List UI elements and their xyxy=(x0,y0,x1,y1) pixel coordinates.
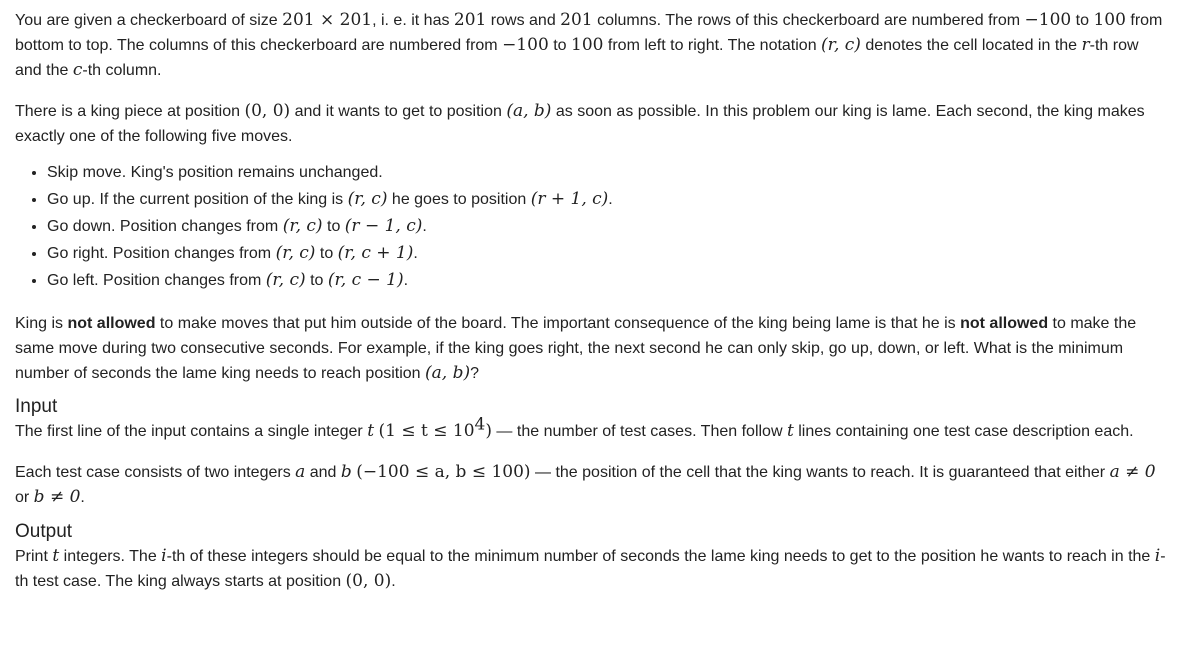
text: ? xyxy=(470,365,480,382)
move-left xyxy=(47,267,1168,294)
math: t xyxy=(52,546,60,566)
bold-text: not allowed xyxy=(960,315,1049,332)
text: rows and xyxy=(486,12,561,29)
math: a xyxy=(295,462,306,482)
text: -th column. xyxy=(82,62,162,79)
math: (1 ≤ t ≤ 10 xyxy=(378,421,475,441)
moves-list xyxy=(15,160,1168,294)
math: 100 xyxy=(571,35,604,55)
math: (r + 1, c) xyxy=(530,189,609,209)
math: (r, c) xyxy=(282,216,323,236)
text: to xyxy=(1071,12,1094,29)
text: integers. The xyxy=(59,548,162,565)
text: to make the same move during two consecutive seconds. For example, if the king goes right, the next second he can only skip, go up, down, or left. What is the minimum number of seconds the lame king needs to reach position xyxy=(15,315,1137,382)
paragraph-king xyxy=(15,99,1168,149)
text: , i. e. it has xyxy=(372,12,454,29)
text: — the position of the cell that the king wants to reach. It is guaranteed that either xyxy=(530,464,1110,481)
paragraph-board xyxy=(15,8,1168,83)
text: to xyxy=(548,37,571,54)
text: You are given a checkerboard of size xyxy=(15,12,283,29)
text: he goes to position xyxy=(387,191,531,208)
text: and xyxy=(305,464,341,481)
math: −100 xyxy=(502,35,549,55)
math: (r, c + 1) xyxy=(337,243,414,263)
math: c xyxy=(72,60,83,80)
text: from left to right. The notation xyxy=(603,37,822,54)
math: t xyxy=(786,421,794,441)
text: Go right. Position changes from xyxy=(47,245,276,262)
text: The first line of the input contains a single integer xyxy=(15,423,368,440)
move-skip xyxy=(47,160,1168,186)
text: Skip move. King's position remains unchanged. xyxy=(47,164,383,181)
math-superscript: 4 xyxy=(474,414,486,435)
text: and it wants to get to position xyxy=(290,103,507,120)
math: (0, 0) xyxy=(244,101,291,121)
text: denotes the cell located in the xyxy=(860,37,1082,54)
move-up xyxy=(47,186,1168,213)
text: . xyxy=(422,218,427,235)
math: (r, c) xyxy=(821,35,861,55)
math: 100 xyxy=(1093,10,1126,30)
math: 201 xyxy=(560,10,593,30)
math: 201 × 201 xyxy=(282,10,373,30)
text: Go up. If the current position of the king is xyxy=(47,191,348,208)
bold-text: not allowed xyxy=(67,315,156,332)
text: to xyxy=(305,272,328,289)
text: King is xyxy=(15,315,68,332)
math: (r, c) xyxy=(275,243,316,263)
paragraph-constraints xyxy=(15,311,1168,386)
text: as soon as possible. In this problem our king is lame. Each second, the king makes exactly one of the following five moves. xyxy=(15,103,1145,145)
text: Go down. Position changes from xyxy=(47,218,283,235)
math: t xyxy=(367,421,375,441)
input-paragraph-2 xyxy=(15,460,1168,510)
math: i xyxy=(1154,546,1161,566)
text: to xyxy=(322,218,345,235)
text: from bottom to top. The columns of this checkerboard are numbered from xyxy=(15,12,1163,54)
text: columns. The rows of this checkerboard are numbered from xyxy=(592,12,1025,29)
math: (a, b) xyxy=(506,101,552,121)
math: (r, c) xyxy=(265,270,306,290)
text: -th row and the xyxy=(15,37,1139,79)
text: . xyxy=(403,272,409,289)
text: to xyxy=(315,245,338,262)
text: . xyxy=(391,573,396,590)
text: . xyxy=(413,245,418,262)
move-down xyxy=(47,213,1168,240)
math: (r − 1, c) xyxy=(344,216,423,236)
text: -th of these integers should be equal to the minimum number of seconds the lame king needs to get to the position he wants to reach in the xyxy=(166,548,1155,565)
text: There is a king piece at position xyxy=(15,103,245,120)
text: Print xyxy=(15,548,53,565)
math: b xyxy=(340,462,352,482)
math: ) xyxy=(485,421,492,441)
math: b ≠ 0 xyxy=(33,487,81,507)
math: (r, c) xyxy=(347,189,388,209)
text: . xyxy=(608,191,613,208)
text: to make moves that put him outside of the board. The important consequence of the king being lame is that he is xyxy=(155,315,961,332)
input-paragraph-1 xyxy=(15,414,1168,444)
text: or xyxy=(15,489,34,506)
text: . xyxy=(80,489,85,506)
output-paragraph xyxy=(15,544,1168,594)
math: i xyxy=(161,546,167,566)
math: r xyxy=(1081,35,1090,55)
input-heading: Input xyxy=(15,396,58,417)
text: — the number of test cases. Then follow xyxy=(491,423,787,440)
math: 201 xyxy=(453,10,487,30)
math: (0, 0) xyxy=(345,571,392,591)
move-right xyxy=(47,240,1168,267)
math: (r, c − 1) xyxy=(327,270,404,290)
math: −100 xyxy=(1024,10,1072,30)
text: lines containing one test case description each. xyxy=(793,423,1134,440)
math: (−100 ≤ a, b ≤ 100) xyxy=(356,462,531,482)
text: Go left. Position changes from xyxy=(47,272,266,289)
math: a ≠ 0 xyxy=(1109,462,1156,482)
text: Each test case consists of two integers xyxy=(15,464,296,481)
output-heading: Output xyxy=(15,521,73,542)
text: -th test case. The king always starts at position xyxy=(15,548,1166,590)
math: (a, b) xyxy=(425,363,471,383)
